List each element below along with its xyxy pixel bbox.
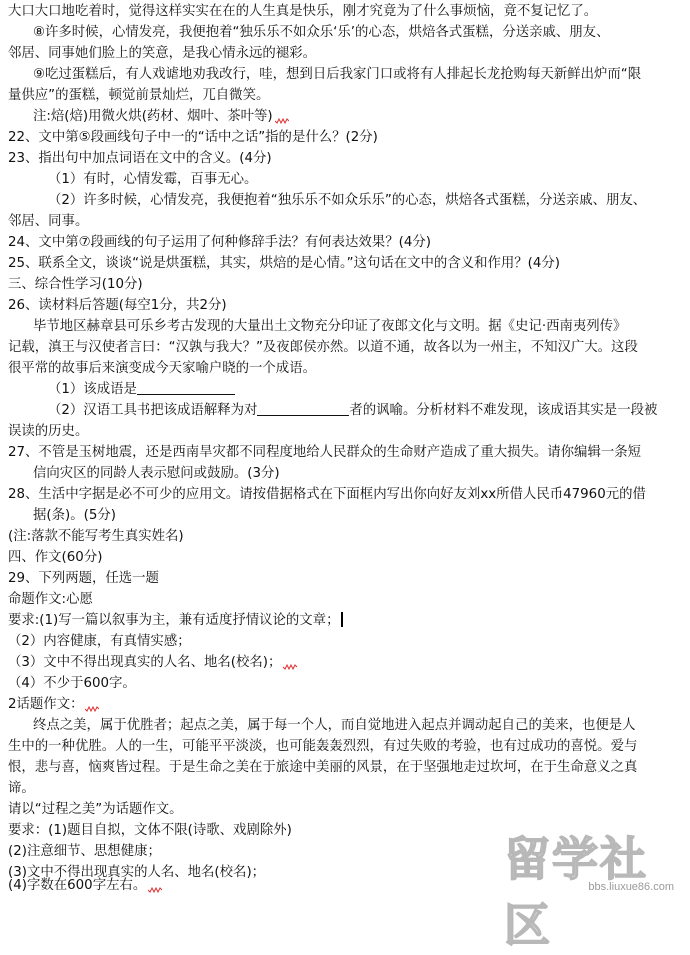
requirement-text: （3）文中不得出现真实的人名、地名(校名)； (8, 655, 282, 670)
question-26: 26、读材料后答题(每空1分，共2分) (8, 298, 227, 313)
text-line: （1）有时，心情发霉，百事无心。 (48, 172, 258, 187)
requirement-text: (4)字数在600字左右。 (8, 878, 147, 893)
fill-in-label-tail: 者的讽喻。分析材料不难发现，该成语其实是一段被 (349, 403, 658, 418)
text-line: （2）许多时候，心情发亮，我便抱着“独乐乐不如众乐乐”的心态，烘焙各式蛋糕，分送亲戚、朋友、 (48, 193, 647, 208)
requirement-line: (2)注意细节、思想健康； (8, 844, 161, 859)
watermark (504, 817, 684, 952)
text-line: 信向灾区的同龄人表示慰问或鼓励。(3分) (33, 466, 280, 481)
fill-in-line-1 (48, 380, 682, 400)
text-line: 恨，悲与喜，恼爽皆过程。于是生命之美在于旅途中美丽的风景，在于坚强地走过坎坷，在于生命意义之真 (8, 760, 638, 775)
watermark-brand: 留学社区 (504, 832, 648, 952)
text-line: 谛。 (8, 781, 35, 796)
text-line: 据(条)。(5分) (33, 508, 116, 523)
question-29: 29、下列两题，任选一题 (8, 571, 159, 586)
text-line: 请以“过程之美”为话题作文。 (8, 802, 183, 817)
essay-topic-2 (8, 695, 682, 715)
text-line: 邻居、同事她们脸上的笑意，是我心情永远的褪彩。 (8, 46, 316, 61)
answer-blank-1 (137, 380, 235, 395)
requirement-line: （2）内容健康，有真情实感； (8, 634, 191, 649)
requirement-line (8, 611, 682, 631)
requirement-line (8, 653, 682, 673)
text-line: 大口大口地吃着时，觉得这样实实在在的人生真是快乐，刚才究竟为了什么事烦恼，竟不复记忆了。 (8, 4, 598, 19)
text-line-note (33, 107, 682, 127)
text-line: 误读的历史。 (8, 424, 89, 439)
question-23: 23、指出句中加点词语在文中的含义。(4分) (8, 151, 272, 166)
spellcheck-squiggle-icon (275, 118, 289, 124)
requirement-text: 要求:(1)写一篇以叙事为主，兼有适度抒情议论的文章； (8, 613, 340, 628)
question-27: 27、不管是玉树地震，还是西南旱灾都不同程度地给人民群众的生命财产造成了重大损失。请你编辑一条短 (8, 445, 642, 460)
section-heading-3: 三、综合性学习(10分) (8, 277, 143, 292)
requirement-line: 要求：(1)题目自拟，文体不限(诗歌、戏剧除外) (8, 823, 292, 838)
question-24: 24、文中第⑦段画线的句子运用了何种修辞手法？有何表达效果？(4分) (8, 235, 431, 250)
fill-in-label: （2）汉语工具书把该成语解释为对 (48, 403, 258, 418)
text-line: 很平常的故事后来演变成今天家喻户晓的一个成语。 (8, 361, 316, 376)
spellcheck-squiggle-icon (85, 706, 99, 712)
spellcheck-squiggle-icon (283, 664, 297, 670)
answer-blank-2 (257, 401, 349, 416)
fill-in-label: （1）该成语是 (48, 382, 137, 397)
text-line: (注:落款不能写考生真实姓名) (8, 529, 184, 544)
watermark-url: bbs.liuxue86.com (588, 881, 674, 893)
text-line: 终点之美，属于优胜者；起点之美，属于每一个人，而自觉地进入起点并调动起自己的美来，也便是人 (33, 718, 636, 733)
requirement-line: （4）不少于600字。 (8, 676, 136, 691)
text-line: ⑧许多时候，心情发亮，我便抱着“独乐乐不如众乐‘乐’的心态，烘焙各式蛋糕，分送亲戚、朋友、 (33, 25, 610, 40)
topic-label: 2话题作文： (8, 697, 84, 712)
text-line: 毕节地区赫章县可乐乡考古发现的大量出土文物充分印证了夜郎文化与文明。据《史记·西南夷列传》 (33, 319, 627, 334)
spellcheck-squiggle-icon (148, 887, 162, 893)
text-line: 生中的一种优胜。人的一生，可能平平淡淡，也可能轰轰烈烈，有过失败的考验，也有过成功的喜悦。爱与 (8, 739, 638, 754)
text-cursor (341, 612, 343, 627)
text-line: 邻居、同事。 (8, 214, 89, 229)
question-22: 22、文中第⑤段画线句子中一的“话中之话”指的是什么？(2分) (8, 130, 378, 145)
question-28: 28、生活中字据是必不可少的应用文。请按借据格式在下面框内写出你向好友刘xx所借人民币47960元的借 (8, 487, 646, 502)
note-text: 注:焙(焙)用微火烘(药材、烟叶、茶叶等) (33, 109, 273, 124)
text-line: 记载，滇王与汉使者言曰：“汉孰与我大？”及夜郎侯亦然。以道不通，故各以为一州主，不知汉广大。这段 (8, 340, 638, 355)
section-heading-4: 四、作文(60分) (8, 550, 103, 565)
requirement-line: (3)文中不得出现真实的人名、地名(校名)； (8, 865, 266, 880)
question-25: 25、联系全文，谈谈“说是烘蛋糕，其实，烘焙的是心情。”这句话在文中的含义和作用？(4分) (8, 256, 561, 271)
text-line: 量供应”的蛋糕，顿觉前景灿烂，兀自微笑。 (8, 88, 270, 103)
fill-in-line-2 (48, 401, 682, 421)
text-line: ⑨吃过蛋糕后，有人戏谑地劝我改行，哇，想到日后我家门口或将有人排起长龙抢购每天新鲜出炉而“限 (33, 67, 642, 82)
essay-topic-1: 命题作文:心愿 (8, 592, 93, 607)
